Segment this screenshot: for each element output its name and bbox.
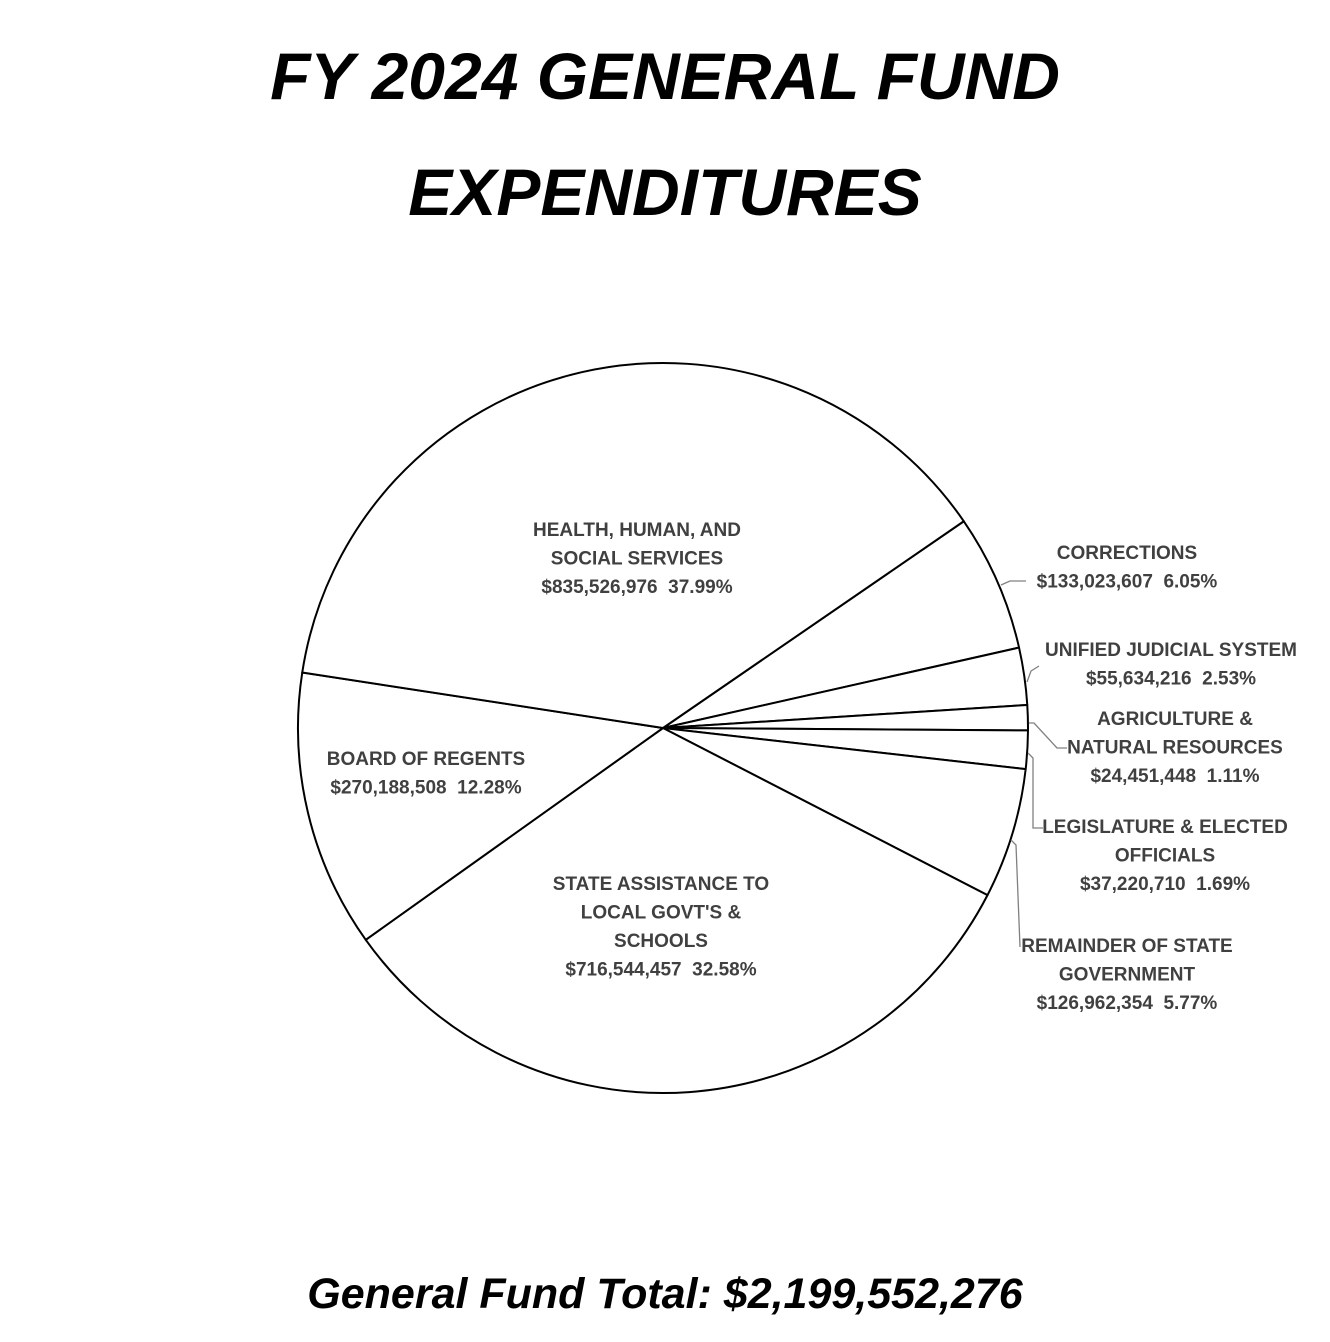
- slice-name: CORRECTIONS: [1056, 543, 1198, 565]
- chart-title-line-1: FY 2024 GENERAL FUND: [270, 39, 1060, 113]
- general-fund-total: General Fund Total: $2,199,552,276: [307, 1270, 1023, 1318]
- slice-label: [1045, 640, 1297, 690]
- slice-value: $55,634,216 2.53%: [1085, 668, 1257, 690]
- slice-label: [1037, 543, 1218, 593]
- slice-name: OFFICIALS: [1114, 845, 1216, 867]
- slice-value: $37,220,710 1.69%: [1079, 874, 1251, 896]
- slice-value: $24,451,448 1.11%: [1090, 766, 1260, 788]
- slice-name: AGRICULTURE &: [1097, 709, 1253, 731]
- slice-value: $126,962,354 5.77%: [1036, 993, 1218, 1015]
- slice-name: HEALTH, HUMAN, AND: [533, 520, 741, 542]
- slice-value: $133,023,607 6.05%: [1036, 571, 1218, 593]
- leader-line: [1027, 666, 1039, 682]
- slice-label: [1021, 936, 1232, 1014]
- slice-name: SOCIAL SERVICES: [550, 548, 724, 570]
- chart-title-line-2: EXPENDITURES: [408, 155, 922, 229]
- slice-value: $716,544,457 32.58%: [565, 959, 757, 981]
- leader-line: [1011, 840, 1020, 947]
- slice-name: GOVERNMENT: [1058, 964, 1196, 986]
- slice-name: STATE ASSISTANCE TO: [552, 874, 770, 896]
- slice-label: [1042, 817, 1288, 895]
- slice-name: BOARD OF REGENTS: [326, 749, 526, 771]
- slice-name: REMAINDER OF STATE: [1021, 936, 1233, 958]
- leader-line: [1029, 723, 1067, 748]
- slice-name: LOCAL GOVT'S &: [580, 902, 742, 924]
- slice-name: LEGISLATURE & ELECTED: [1042, 817, 1288, 839]
- leader-line: [1001, 581, 1026, 585]
- slice-name: UNIFIED JUDICIAL SYSTEM: [1045, 640, 1297, 662]
- slice-name: SCHOOLS: [614, 931, 708, 953]
- slice-value: $270,188,508 12.28%: [330, 777, 522, 799]
- pie-slices: [298, 363, 1028, 1093]
- slice-label: [533, 520, 741, 598]
- slice-name: NATURAL RESOURCES: [1067, 737, 1283, 759]
- leader-line: [1028, 753, 1043, 828]
- slice-label: [1067, 709, 1283, 787]
- slice-value: $835,526,976 37.99%: [541, 577, 733, 599]
